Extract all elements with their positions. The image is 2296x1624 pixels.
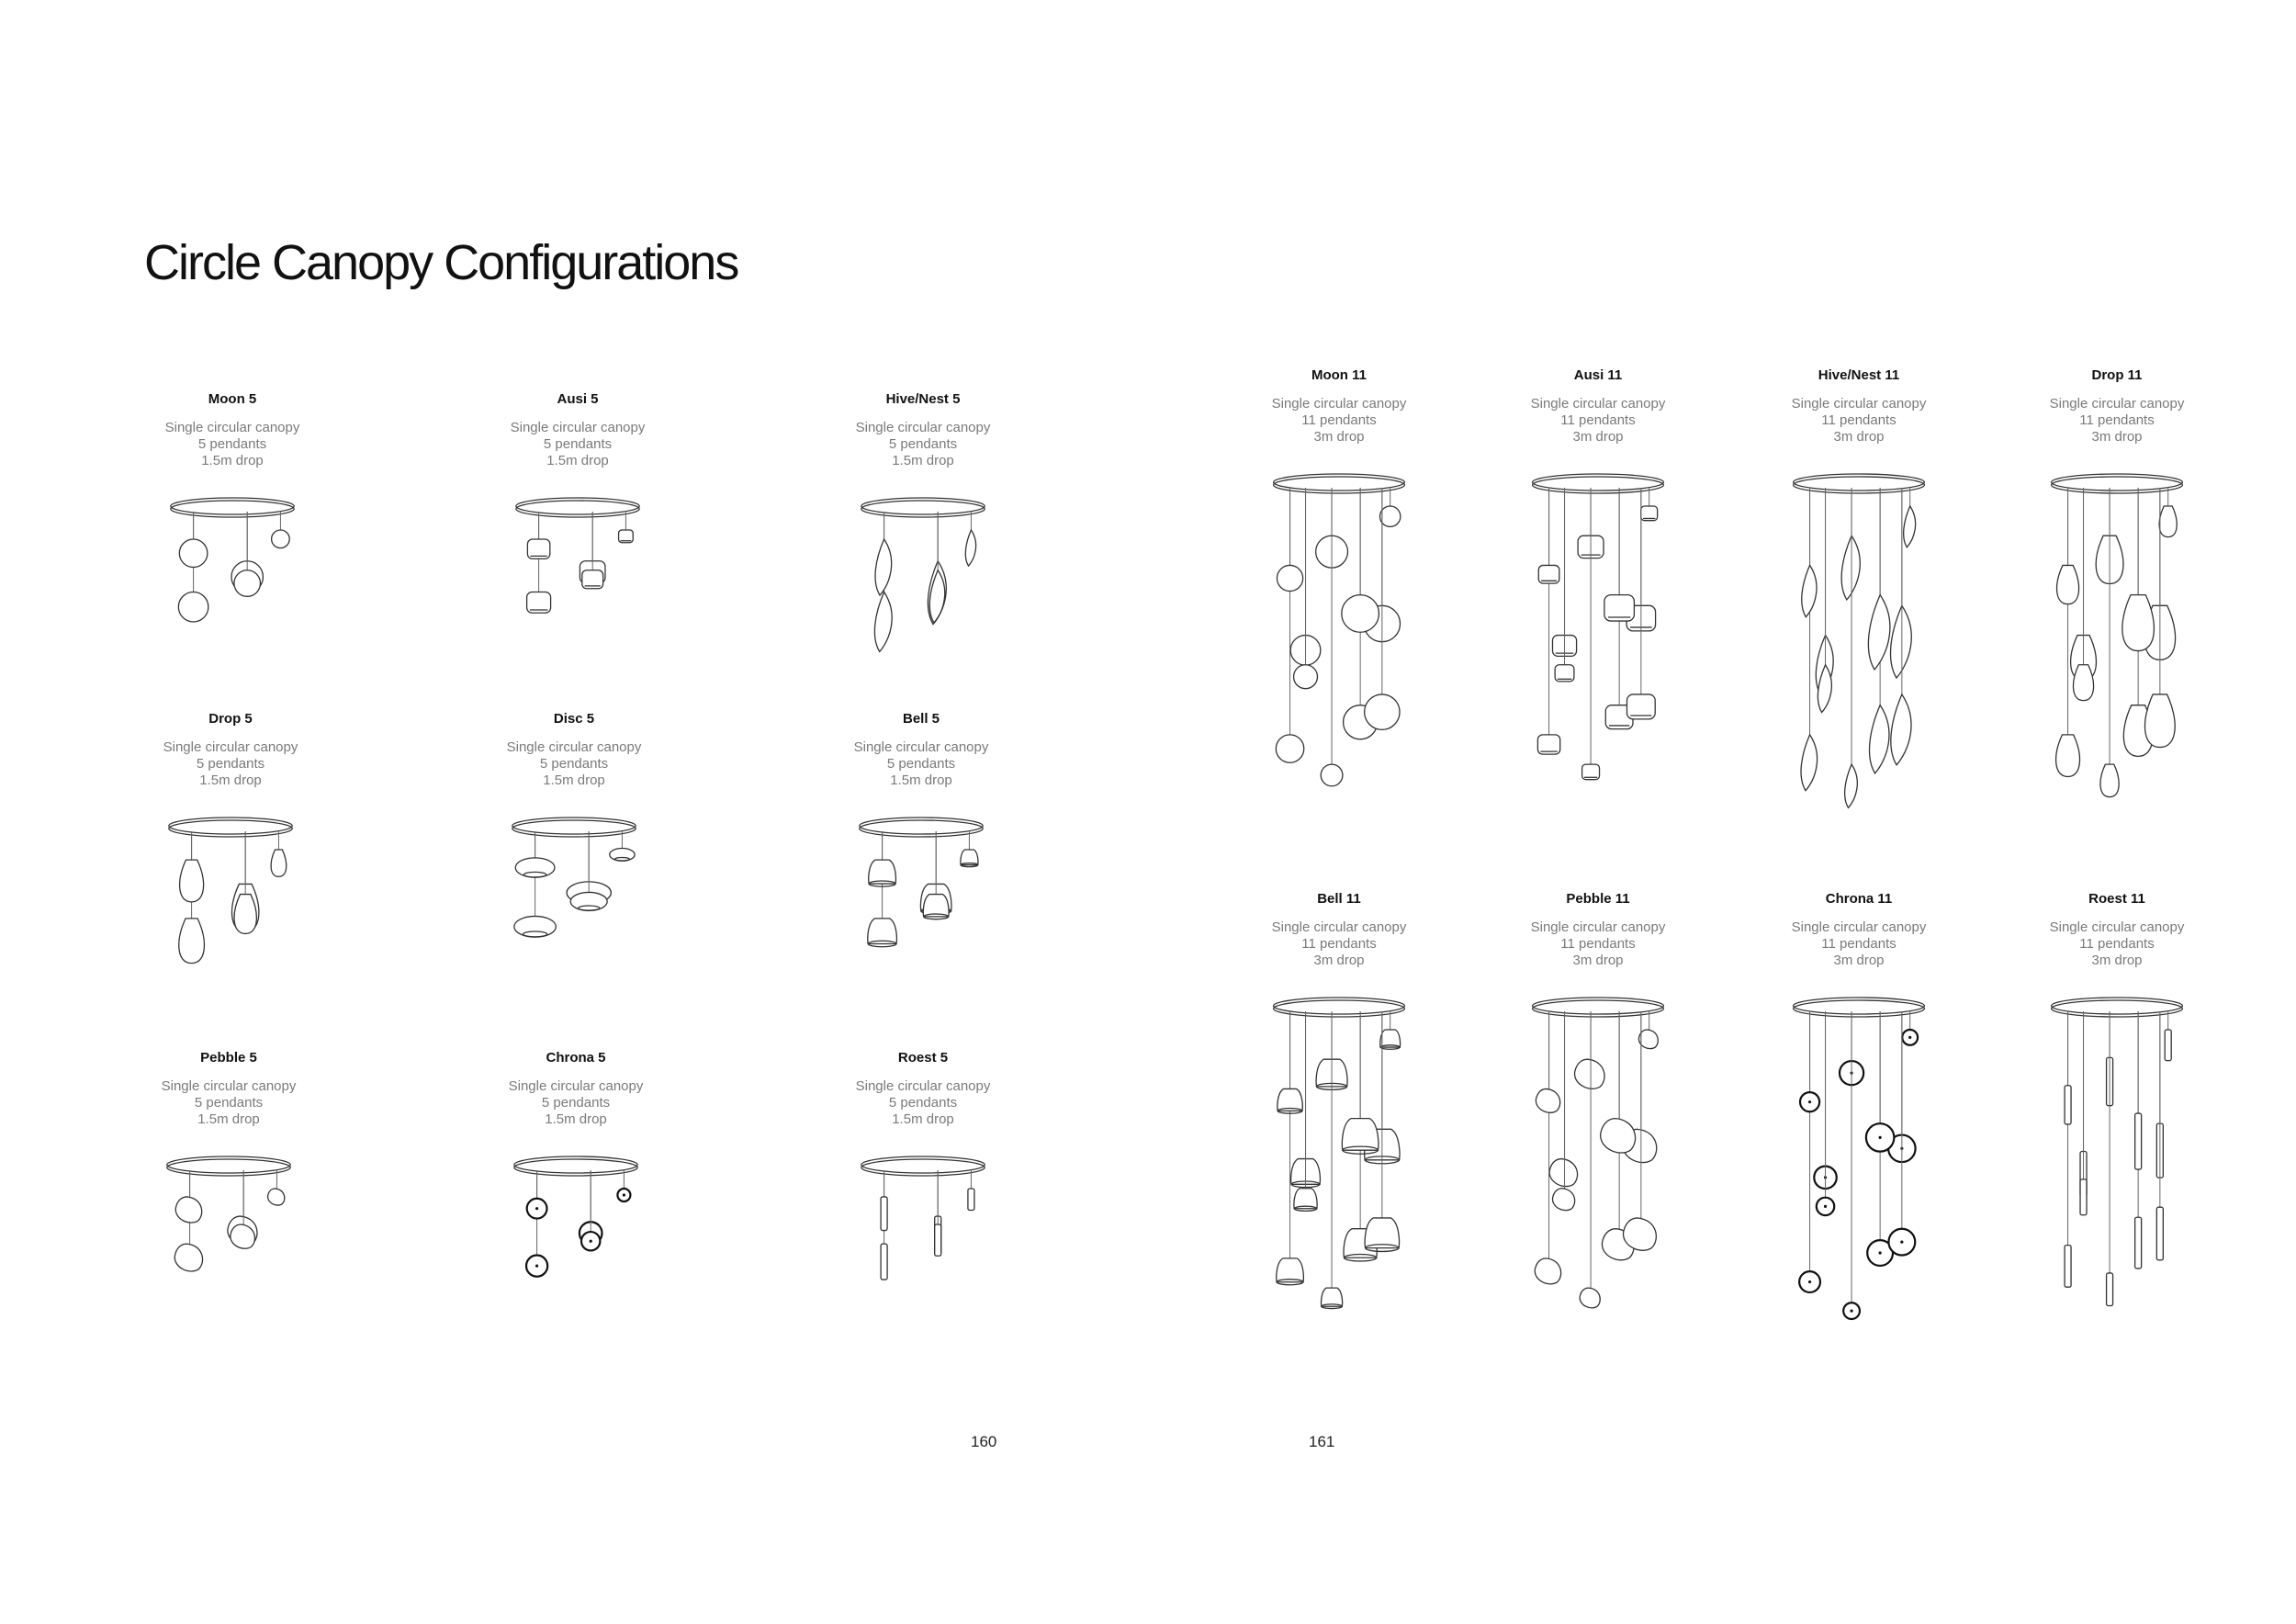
bell-pendant [1380,1030,1401,1049]
hive-pendant [1845,764,1858,807]
config-canopy: Single circular canopy [161,1078,297,1094]
config-description [137,1078,321,1128]
config-description [482,739,666,789]
config-description [831,1078,1015,1128]
config-name: Moon 11 [1311,367,1367,383]
config-drop: 3m drop [1313,429,1365,445]
config-name: Drop 5 [208,711,253,727]
fixture-drawing [2039,469,2195,837]
config-description [2025,919,2209,969]
hive-pendant [1801,735,1818,791]
moon-pendant [1276,735,1303,762]
chrona-pendant [526,1256,547,1277]
config-pendants: 5 pendants [196,756,265,772]
hive-pendant [1904,506,1916,547]
pebble-pendant [175,1197,201,1223]
config-pebble-11 [1506,890,1690,1360]
config-drop: 3m drop [1572,429,1624,445]
config-pendants: 5 pendants [541,1095,611,1111]
fixture-drawing [1781,469,1937,837]
config-disc-5 [482,710,666,997]
drop-pendant [271,850,287,876]
config-name: Roest 11 [2088,891,2145,907]
config-description [1506,396,1690,445]
config-drop: 1.5m drop [892,453,954,468]
config-description [141,420,324,469]
config-canopy: Single circular canopy [506,739,642,755]
moon-pendant [1379,506,1400,526]
ausi-pendant [1641,506,1658,521]
drop-pendant [2159,506,2177,537]
roest-pendant [2107,1273,2113,1306]
roest-pendant [2165,1030,2171,1061]
config-description [831,420,1015,469]
config-drop: 3m drop [1572,953,1624,968]
chrona-pendant [1888,1229,1915,1256]
config-description [486,420,670,469]
ausi-pendant [1537,735,1559,754]
config-hive-nest-5 [831,390,1015,668]
config-bell-5 [829,710,1013,997]
moon-pendant [179,539,208,568]
config-pendants: 5 pendants [194,1095,264,1111]
config-canopy: Single circular canopy [1791,396,1927,412]
roest-pendant [968,1189,974,1211]
config-ausi-5 [486,390,670,668]
bell-pendant [869,860,896,886]
config-drop: 3m drop [1833,429,1885,445]
config-drop: 3m drop [1313,953,1365,968]
bell-pendant [868,919,897,947]
config-name: Pebble 11 [1566,891,1630,907]
config-chrona-11 [1767,890,1951,1360]
config-drop: 1.5m drop [892,1111,954,1127]
moon-pendant [1321,764,1343,786]
config-pendants: 5 pendants [197,436,267,452]
config-canopy: Single circular canopy [164,420,300,435]
fixture-drawing [504,493,651,668]
pebble-pendant [1575,1059,1605,1088]
config-canopy: Single circular canopy [1530,396,1666,412]
config-drop: 1.5m drop [199,773,262,788]
chrona-pendant [1866,1123,1894,1151]
ausi-pendant [1604,595,1635,621]
config-pendants: 5 pendants [539,756,609,772]
drop-pendant [2145,694,2176,748]
config-drop: 1.5m drop [546,453,609,468]
config-pendants: 11 pendants [1821,936,1896,952]
config-canopy: Single circular canopy [2049,396,2185,412]
roest-pendant [2065,1246,2071,1288]
config-drop: 1.5m drop [545,1111,607,1127]
config-canopy: Single circular canopy [510,420,646,435]
fixture-drawing [1261,469,1417,837]
drop-pendant [2057,565,2079,603]
drop-pendant [2056,735,2080,777]
config-pendants: 11 pendants [2079,412,2155,428]
bell-pendant [1277,1088,1302,1113]
roest-pendant [881,1197,887,1231]
drop-pendant [2122,595,2155,651]
pebble-pendant [1601,1119,1636,1153]
chrona-pendant [527,1199,547,1219]
pebble-pendant [1580,1288,1600,1308]
config-drop-11 [2025,367,2209,837]
pebble-pendant [1549,1159,1577,1187]
drop-pendant [2100,764,2119,797]
config-pendants: 11 pendants [1301,936,1377,952]
config-description [829,739,1013,789]
config-canopy: Single circular canopy [1271,919,1407,935]
ausi-pendant [527,539,549,558]
moon-pendant [272,530,290,548]
page-number-right: 161 [1309,1433,1335,1450]
roest-pendant [2156,1207,2163,1260]
moon-pendant [178,592,208,621]
bell-pendant [1322,1288,1343,1308]
drop-pendant [2073,665,2093,701]
config-canopy: Single circular canopy [855,420,991,435]
ausi-pendant [1555,665,1574,682]
disc-pendant [515,858,555,877]
disc-pendant [570,892,607,910]
pebble-pendant [1535,1258,1560,1284]
ausi-pendant [1538,565,1559,583]
hive-pendant [1891,694,1911,765]
config-pendants: 5 pendants [888,1095,958,1111]
chrona-pendant [1902,1030,1918,1045]
drop-pendant [234,895,256,934]
pebble-pendant [268,1189,285,1205]
roest-pendant [2135,1217,2142,1269]
config-canopy: Single circular canopy [1271,396,1407,412]
hive-pendant [1841,536,1860,600]
moon-pendant [234,570,261,597]
config-canopy: Single circular canopy [1791,919,1927,935]
hive-pendant [1802,565,1817,616]
chrona-pendant [1799,1271,1820,1292]
hive-pendant [1868,595,1889,670]
config-name: Pebble 5 [200,1050,257,1066]
config-canopy: Single circular canopy [855,1078,991,1094]
bell-pendant [923,895,949,919]
config-name: Roest 5 [897,1050,949,1066]
fixture-drawing [848,813,995,997]
hive-pendant [875,539,892,595]
moon-pendant [1365,694,1400,729]
bell-pendant [1342,1119,1378,1155]
config-description [1247,919,1431,969]
config-name: Moon 5 [208,391,257,407]
fixture-drawing [501,813,647,997]
bell-pendant [1277,1258,1304,1285]
fixture-drawing [1261,993,1417,1360]
config-name: Ausi 11 [1573,367,1623,383]
roest-pendant [2135,1113,2142,1169]
ausi-pendant [582,570,603,589]
ausi-pendant [527,592,551,613]
fixture-drawing [157,813,304,997]
drop-pendant [180,860,204,902]
config-pendants: 11 pendants [1821,412,1896,428]
moon-pendant [1277,565,1302,591]
config-name: Hive/Nest 5 [885,391,961,407]
config-chrona-5 [484,1049,668,1317]
config-canopy: Single circular canopy [853,739,989,755]
config-name: Hive/Nest 11 [1818,367,1900,383]
config-name: Disc 5 [553,711,595,727]
config-drop: 1.5m drop [890,773,952,788]
ausi-pendant [619,530,634,543]
drop-pendant [179,919,205,964]
config-canopy: Single circular canopy [508,1078,644,1094]
config-roest-5 [831,1049,1015,1317]
roest-pendant [935,1224,941,1256]
config-description [139,739,322,789]
pebble-pendant [1638,1030,1658,1049]
config-pebble-5 [137,1049,321,1317]
hive-pendant [1891,605,1912,678]
chrona-pendant [1843,1303,1860,1319]
chrona-pendant [617,1189,630,1201]
fixture-drawing [1520,469,1676,837]
config-drop: 1.5m drop [201,453,264,468]
config-drop: 3m drop [1833,953,1885,968]
config-pendants: 11 pendants [1560,936,1636,952]
disc-pendant [610,849,635,862]
roest-pendant [2080,1179,2087,1215]
chrona-pendant [1800,1092,1819,1111]
config-canopy: Single circular canopy [2049,919,2185,935]
fixture-drawing [502,1152,649,1317]
config-pendants: 11 pendants [2079,936,2155,952]
fixture-drawing [1781,993,1937,1360]
config-name: Drop 11 [2091,367,2143,383]
config-drop: 3m drop [2091,953,2143,968]
config-pendants: 11 pendants [1560,412,1636,428]
config-name: Bell 5 [902,711,940,727]
config-description [1506,919,1690,969]
fixture-drawing [850,493,996,668]
page-title: Circle Canopy Configurations [144,235,738,290]
hive-pendant [874,592,892,651]
pebble-pendant [231,1224,255,1248]
ausi-pendant [1626,694,1655,719]
chrona-pendant [581,1232,600,1250]
config-moon-5 [141,390,324,668]
config-drop: 3m drop [2091,429,2143,445]
config-canopy: Single circular canopy [1530,919,1666,935]
bell-pendant [1294,1189,1317,1212]
config-pendants: 11 pendants [1301,412,1377,428]
config-ausi-11 [1506,367,1690,837]
hive-pendant [965,530,975,566]
config-pendants: 5 pendants [888,436,958,452]
disc-pendant [514,916,556,937]
config-bell-11 [1247,890,1431,1360]
fixture-drawing [850,1152,996,1317]
moon-pendant [1342,595,1379,633]
config-pendants: 5 pendants [886,756,956,772]
config-canopy: Single circular canopy [163,739,298,755]
pebble-pendant [174,1244,202,1271]
roest-pendant [881,1244,887,1280]
fixture-drawing [1520,993,1676,1360]
config-description [1767,396,1951,445]
roest-pendant [2065,1086,2071,1124]
config-name: Chrona 11 [1825,891,1893,907]
moon-pendant [1294,665,1318,689]
pebble-pendant [1536,1088,1559,1112]
config-description [484,1078,668,1128]
chrona-pendant [1817,1198,1834,1215]
config-name: Bell 11 [1317,891,1361,907]
config-name: Chrona 5 [546,1050,606,1066]
config-drop: 1.5m drop [543,773,605,788]
fixture-drawing [155,1152,302,1317]
bell-pendant [961,850,978,867]
config-moon-11 [1247,367,1431,837]
config-pendants: 5 pendants [543,436,613,452]
page-number-left: 160 [971,1433,997,1450]
config-description [1247,396,1431,445]
config-drop-5 [139,710,322,997]
hive-pendant [1869,705,1888,773]
ausi-pendant [1582,764,1600,780]
pebble-pendant [1552,1189,1574,1211]
fixture-drawing [159,493,306,668]
config-description [2025,396,2209,445]
config-drop: 1.5m drop [197,1111,260,1127]
config-name: Ausi 5 [557,391,599,407]
config-roest-11 [2025,890,2209,1360]
config-description [1767,919,1951,969]
bell-pendant [1365,1218,1399,1251]
config-hive-nest-11 [1767,367,1951,837]
fixture-drawing [2039,993,2195,1360]
